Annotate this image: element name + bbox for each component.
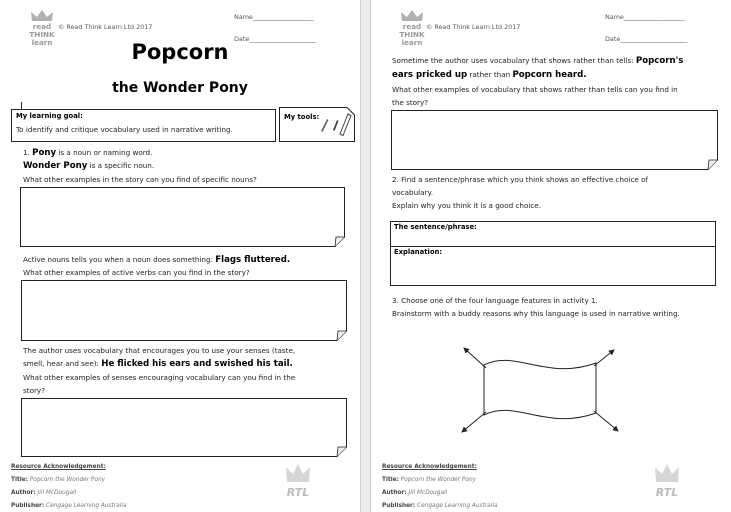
question-r2-line-2: vocabulary.	[392, 188, 433, 197]
resource-acknowledgement: Resource Acknowledgement: Title: Popcorn the Wonder Pony Author: Jill McDougall Publisher: Cengage Learning Australia	[382, 461, 498, 512]
crown-icon	[28, 9, 56, 23]
senses-answer-box[interactable]	[21, 398, 347, 457]
question-1-line-2: Wonder Pony is a specific noun.	[23, 161, 155, 171]
explanation-label: Explanation:	[394, 248, 443, 256]
rtl-watermark-logo	[653, 462, 687, 502]
specific-nouns-answer-box[interactable]	[20, 187, 345, 247]
learning-goal-box	[11, 109, 276, 142]
question-r3-line-2: Brainstorm with a buddy reasons why this language is used in narrative writing.	[392, 309, 680, 318]
crown-watermark-icon	[284, 462, 312, 484]
sentence-phrase-box[interactable]	[390, 221, 716, 247]
date-field[interactable]: Date_____________________	[234, 35, 317, 43]
active-verbs-answer-box[interactable]	[21, 280, 347, 341]
rtl-watermark-text: RTL	[286, 486, 310, 499]
question-2-prompt: What other examples of active verbs can you find in the story?	[23, 268, 250, 277]
logo-text-read: read	[402, 22, 422, 31]
show-tell-line-2: ears pricked up rather than Popcorn heard.	[392, 70, 587, 80]
question-3-line-2: smell, hear and see): He flicked his ears and swished his tail.	[23, 359, 293, 369]
question-3-line-3: What other examples of senses encouraging vocabulary can you find in the	[23, 373, 296, 382]
question-r2-line-1: 2. Find a sentence/phrase which you think shows an effective choice of	[392, 175, 649, 184]
show-tell-prompt-2: the story?	[392, 98, 429, 107]
show-tell-answer-box[interactable]	[391, 110, 718, 170]
page-gutter	[361, 0, 370, 512]
question-r3-line-1: 3. Choose one of the four language features in activity 1.	[392, 296, 598, 305]
worksheet-page-right	[370, 0, 731, 512]
crown-watermark-icon	[653, 462, 681, 484]
name-field[interactable]: Name___________________	[234, 13, 314, 21]
logo-text-learn: learn	[401, 38, 423, 47]
acknowledgement-heading: Resource Acknowledgement:	[382, 464, 477, 470]
acknowledgement-heading: Resource Acknowledgement:	[11, 464, 106, 470]
read-think-learn-logo	[398, 8, 426, 48]
question-3-line-4: story?	[23, 386, 45, 395]
question-r2-line-3: Explain why you think it is a good choice.	[392, 201, 542, 210]
brainstorm-banner-diagram[interactable]	[456, 343, 636, 435]
question-3-line-1: The author uses vocabulary that encourages you to use your senses (taste,	[23, 346, 296, 355]
pencil-icon	[319, 117, 329, 133]
logo-text-learn: learn	[31, 38, 53, 47]
name-field[interactable]: Name___________________	[605, 13, 685, 21]
date-field[interactable]: Date_____________________	[605, 35, 688, 43]
logo-text-think: THINK	[29, 30, 55, 39]
learning-goal-text: To identify and critique vocabulary used in narrative writing.	[16, 125, 233, 134]
question-1-line-1: 1. Pony is a noun or naming word.	[23, 148, 153, 158]
question-1-prompt: What other examples in the story can you find of specific nouns?	[23, 175, 257, 184]
rtl-watermark-text: RTL	[655, 486, 679, 499]
learning-goal-heading: My learning goal:	[16, 112, 83, 120]
logo-text-think: THINK	[399, 30, 425, 39]
tools-box	[279, 107, 355, 142]
explanation-box[interactable]	[390, 246, 716, 286]
show-tell-line-1: Sometime the author uses vocabulary that shows rather than tells: Popcorn's	[392, 56, 684, 66]
show-tell-prompt-1: What other examples of vocabulary that shows rather than tells can you find in	[392, 85, 678, 94]
logo-text-read: read	[32, 22, 52, 31]
sentence-phrase-label: The sentence/phrase:	[394, 223, 477, 231]
rtl-watermark-logo	[284, 462, 318, 502]
crown-icon	[398, 9, 426, 23]
question-2-line-1: Active nouns tells you when a noun does something: Flags fluttered.	[23, 255, 291, 265]
ruler-icon	[338, 111, 352, 137]
copyright-text: © Read Think Learn Ltd 2017	[426, 23, 521, 31]
worksheet-subtitle: the Wonder Pony	[112, 80, 248, 96]
resource-acknowledgement: Resource Acknowledgement: Title: Popcorn the Wonder Pony Author: Jill McDougall Publisher: Cengage Learning Australia	[11, 461, 127, 512]
worksheet-title: Popcorn	[131, 40, 229, 64]
tools-heading: My tools:	[284, 113, 320, 121]
worksheet-page-left	[0, 0, 361, 512]
copyright-text: © Read Think Learn Ltd 2017	[58, 23, 153, 31]
